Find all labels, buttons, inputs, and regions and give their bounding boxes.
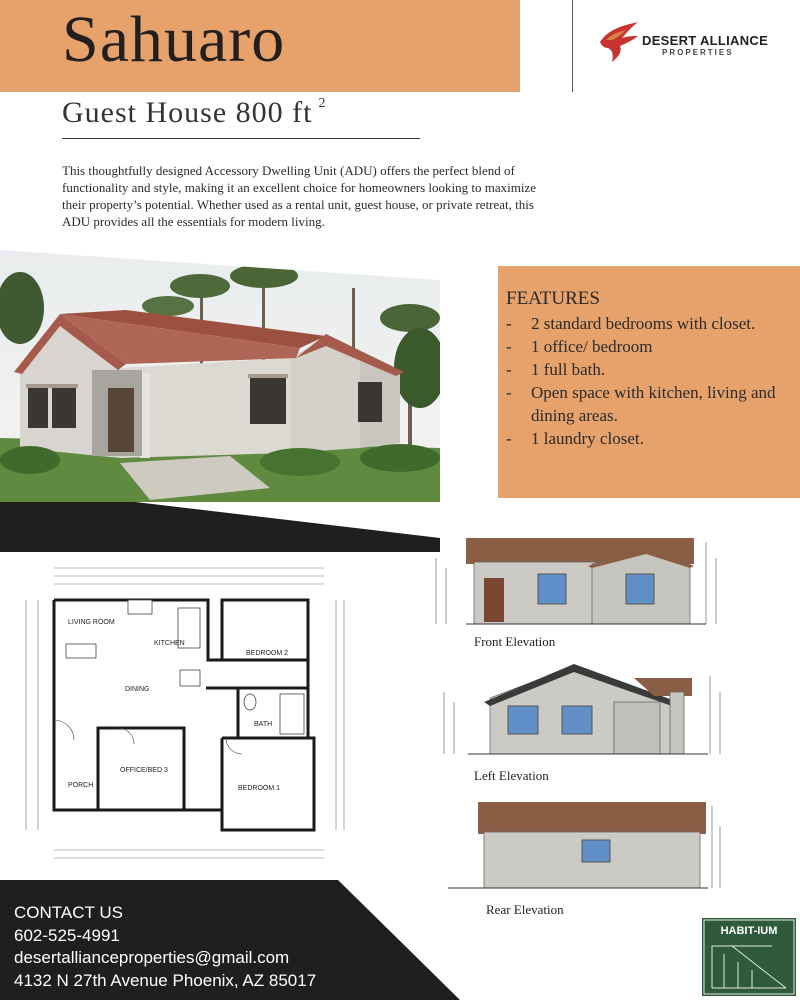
page-subtitle [62,96,326,130]
intro-paragraph: This thoughtfully designed Accessory Dwelling Unit (ADU) offers the perfect blend of functionality and style, making it an excellent choice for homeowners looking to maximize their property’s potential. Whether used as a rental unit, guest house, or private retreat, this ADU provides all the essentials for modern living. [62,163,537,229]
floor-plan-drawing [18,560,350,870]
room-label-bedroom2: BEDROOM 2 [246,650,289,657]
subtitle-rule [62,138,420,139]
contact-heading: CONTACT US [14,903,123,922]
front-elevation [428,528,728,649]
brand-tagline: PROPERTIES [662,48,734,57]
contact-phone[interactable]: 602-525-4991 [14,925,120,945]
rear-elevation-label: Rear Elevation [486,902,564,917]
front-elevation-drawing [428,528,728,628]
room-label-office: OFFICE/BED 3 [120,767,168,774]
contact-email[interactable]: desertallianceproperties@gmail.com [14,948,290,967]
house-rendering [0,248,440,552]
room-label-porch: PORCH [68,782,94,789]
room-label-dining: DINING [125,686,150,693]
feature-item: - Open space with kitchen, living and dining areas. [506,381,800,427]
contact-address: 4132 N 27th Avenue Phoenix, AZ 85017 [14,970,317,990]
features-list [506,312,800,450]
brand-name: DESERT ALLIANCE [642,33,769,48]
front-elevation-label: Front Elevation [474,634,556,649]
desert-alliance-logo [598,20,788,64]
left-elevation [428,662,728,783]
habitium-text: HABIT-IUM [720,925,778,937]
contact-block [14,902,316,992]
feature-item: - 1 laundry closet. [506,427,800,450]
floor-plan [18,560,350,870]
house-rendering-image [0,248,440,552]
habitium-logo [702,918,796,996]
room-label-bedroom1: BEDROOM 1 [238,785,281,792]
phoenix-bird-icon [598,20,642,64]
feature-item: - 2 standard bedrooms with closet. [506,312,800,335]
room-label-kitchen: KITCHEN [154,640,185,647]
rear-elevation [428,796,728,917]
header-divider [572,0,573,92]
left-elevation-label: Left Elevation [474,768,549,783]
features-box [498,266,800,498]
feature-item: - 1 full bath. [506,358,800,381]
room-label-living: LIVING ROOM [68,619,115,626]
habitium-badge [702,918,796,996]
room-label-bath: BATH [254,721,273,728]
page-title: Sahuaro [62,3,286,76]
rear-elevation-drawing [428,796,728,896]
feature-item: - 1 office/ bedroom [506,335,800,358]
subtitle-superscript: 2 [318,96,327,111]
subtitle-text: Guest House 800 ft [62,96,313,129]
features-title: FEATURES [506,288,600,309]
left-elevation-drawing [428,662,728,762]
